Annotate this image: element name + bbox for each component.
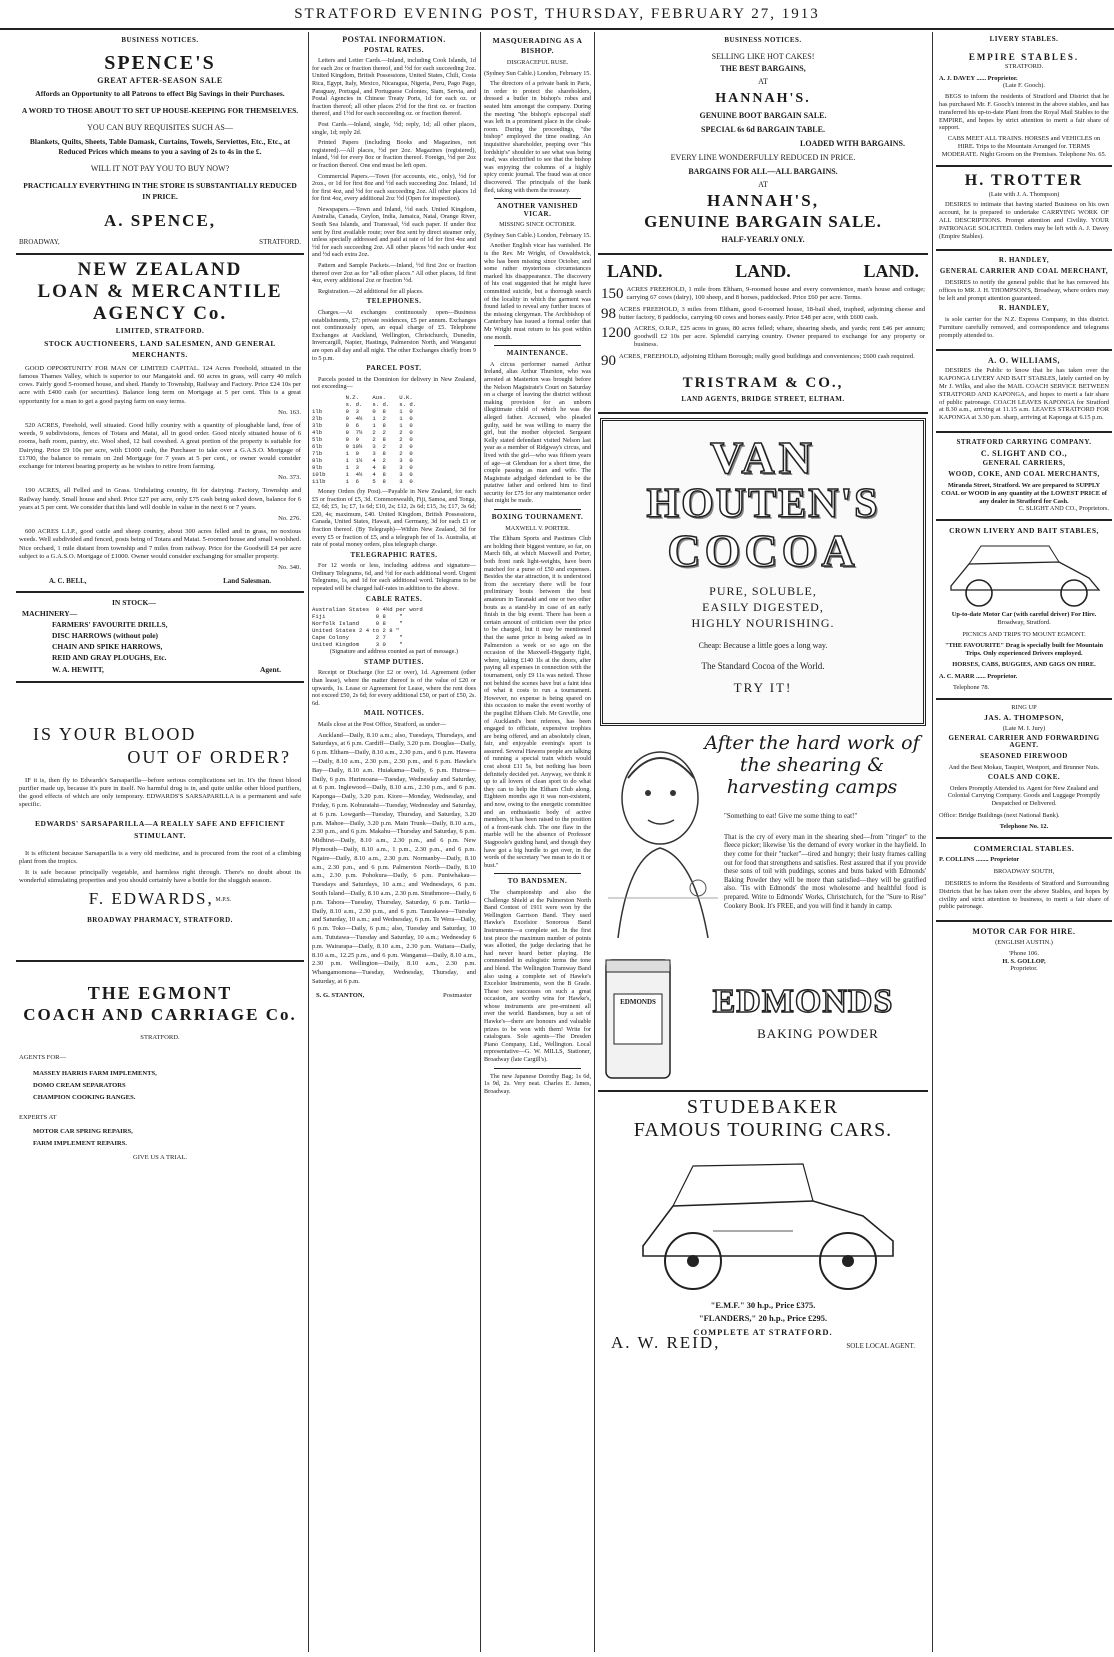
ad-line: 'Phone 106. — [1009, 949, 1039, 957]
ad-subtitle: GENERAL CARRIER AND COAL MERCHANT, — [939, 267, 1109, 276]
column-3 — [484, 34, 591, 1654]
baking-powder-tin-illustration — [602, 954, 674, 1084]
listing-number: No. 163. — [278, 408, 301, 416]
ad-title: R. HANDLEY, — [998, 256, 1050, 265]
ad-line: GENUINE BOOT BARGAIN SALE. — [699, 111, 827, 121]
ad-title: EDMONDS — [712, 982, 894, 1020]
article-subhead: DISGRACEFUL RUSE. — [506, 59, 569, 66]
land-lot-number: 98 — [601, 305, 616, 322]
article-dateline: (Sydney Sun Cable.) London, February 15. — [484, 231, 591, 239]
ad-line: BARGAINS FOR ALL—ALL BARGAINS. — [688, 167, 838, 177]
ad-line: (Late M. I. Jury) — [1002, 724, 1046, 732]
agent-role: Land Salesman. — [223, 577, 271, 586]
postal-text: Charges.—At exchanges continuously open—Business establishments, £7; private residences, £5 per annum. Exchanges not continuously open, an equal charge of £5. Telephone Exchanges at Auckland, Wellington, Christchurch, Dunedin, Invercargill, Napier, Hastings, Palmerston North, and Wanganui are open all day and all night. The other Exchanges chiefly from 9 to 5 p.m. — [312, 309, 476, 362]
postal-text: Commercial Papers.—Town (for accounts, etc., only), ½d for 2ozs., or 1d for first 8oz and ½d each succeeding 2oz. Inland, 1d for first 4oz, and ½d for each succeeding 2oz. All other places 1d for first 4oz, every additional 2oz ½d (Open for inspection). — [312, 172, 476, 203]
ad-body: Orders Promptly Attended to. Agent for New Zealand and Colonial Carrying Company. Goods and Luggage Promptly Despatched or Delivered. — [947, 784, 1101, 808]
land-listing — [601, 286, 925, 302]
ad-body: Miranda Street, Stratford. We are prepared to SUPPLY COAL or WOOD in any quantity at the LOWEST PRICE of any dealer in Stratford for Cash. — [941, 482, 1107, 505]
ad-title: GENUINE BARGAIN SALE. — [644, 212, 882, 232]
ad-line: CHAIN AND SPIKE HARROWS, — [52, 642, 163, 652]
studebaker-ad — [598, 1092, 928, 1356]
postal-text: Printed Papers (including Books and Magazines, not registered).—All places, ½d per 2oz. Magazines (registered), inland, ½d for every 8oz or fraction thereof. Foreign, ½d per 2oz or fraction thereof. One end must be left open. — [312, 139, 476, 169]
ad-line: COMPLETE AT STRATFORD. — [693, 1327, 833, 1338]
article-headline: ANOTHER VANISHED VICAR. — [496, 202, 579, 218]
section-label: BUSINESS NOTICES. — [121, 36, 199, 44]
ad-line: PICNICS AND TRIPS TO MOUNT EGMONT. — [962, 631, 1086, 639]
column-rule — [932, 32, 933, 1652]
ad-title: C. SLIGHT AND CO., — [980, 448, 1068, 458]
ad-title: R. HANDLEY, — [998, 304, 1050, 313]
ad-title: A. O. WILLIAMS, — [987, 355, 1061, 365]
van-houten-ad — [600, 418, 926, 726]
ad-title: After the hard work of the shearing & harvesting camps — [704, 731, 920, 798]
ad-name: H. S. GOLLOP, — [1002, 957, 1046, 965]
ad-line: GIVE US A TRIAL. — [132, 1154, 188, 1162]
ad-subtitle: COALS AND COKE. — [987, 772, 1061, 781]
agent-name: W. A. HEWITT, — [52, 665, 104, 675]
postal-text: Pattern and Sample Packets.—Inland, ½d first 2oz or fraction thereof over 2oz as for "all other places." All other places, 1d first 4oz, every additional 2oz or fraction ½d. — [312, 262, 476, 285]
ad-title: FAMOUS TOURING CARS. — [633, 1118, 893, 1141]
ad-name: TRISTRAM & CO., — [682, 374, 844, 391]
ad-line: Blankets, Quilts, Sheets, Table Damask, Curtains, Towels, Serviettes, Etc., Etc., at Reduced Prices which means to you a saving of 2s to 4s in the £. — [29, 137, 291, 157]
ad-line: HALF-YEARLY ONLY. — [721, 235, 805, 245]
section-heading: POSTAL RATES. — [364, 45, 424, 54]
postal-text: Mails close at the Post Office, Stratford, as under— — [318, 721, 447, 728]
ad-subtitle: STRATFORD. — [1004, 62, 1044, 70]
ad-body: DESIRES to inform the Residents of Stratford and Surrounding Districts that he has taken over the above Stables, and hopes by civility and strict attention to business, to merit a fair share of public patronage. — [939, 879, 1109, 911]
empire-stables-ad — [936, 47, 1112, 167]
land-lot-number: 90 — [601, 352, 616, 369]
ad-line: HORSES, CABS, BUGGIES, AND GIGS ON HIRE. — [952, 660, 1096, 668]
crown-livery-ad — [936, 521, 1112, 700]
listing-text: GOOD OPPORTUNITY FOR MAN OF LIMITED CAPITAL. 124 Acres Freehold, situated in the famous Thames Valley, which is superior to our Mangatoki and. 60 acres in grass, will carry 40 milch cows. Fairly good 5-roomed house, and shed. Handy to Township, Railway and Factory. Price £24 10s per acre with £400 cash (or securities). Balance long term on Mortgage at 5 per cent. This is a great opportunity for a man to get a good paying farm on easy terms. — [19, 364, 301, 405]
ad-body: Office: Bridge Buildings (next National Bank). — [939, 812, 1060, 819]
ad-address: STRATFORD. — [259, 238, 301, 247]
article-body: The new Japanese Dorothy Bag; 1s 6d, 1s 9d, 2s. Very neat. Charles E. James, Broadway. — [484, 1072, 591, 1095]
ad-line: "Something to eat! Give me some thing to eat!" — [724, 811, 858, 820]
postal-text: Newspapers.—Town and Inland, ½d each. United Kingdom, Australia, Canada, Ceylon, India, Jamaica, Natal, Orange River, South Sea Islands, and Transvaal, ½d each paper. If under 8oz sent by first available route; over 8oz sent by direct steamer only, unless specially addressed and paid at rate of 1d for first 4oz and ½d for each succeeding 2oz. All other places ½d each under 4oz and ½d each extra 2oz. — [312, 205, 476, 259]
land-listing — [601, 353, 925, 369]
ad-qualification: M.P.S. — [215, 897, 232, 904]
nz-loan-ad — [16, 255, 304, 594]
ad-title: AGENCY Co. — [92, 302, 228, 324]
ad-body: That is the cry of every man in the shearing shed—from "ringer" to the fleece picker; likewise 'tis the demand of every worker in the hayfield. In they come for their "tucker"—tired and hungry; their lusty frames calling out for food that strengthens and satisfies. Rest assured that if you provide these sons of toil with puddings, scones and buns baked with Edmonds' Baking Powder they will be more than satisfied—they will be gratified also. 'Tis with Edmonds' the most wholesome and healthful food is prepared. Write to Edmonds' Works, Christchurch, for the "Sure to Rise" Cookery Book. It's FREE, and you will find it handy in camp. — [724, 833, 926, 910]
ad-line: MOTOR CAR SPRING REPAIRS, — [33, 1128, 133, 1136]
ad-title: HOUTEN'S — [646, 480, 880, 527]
section-heading: STAMP DUTIES. — [364, 657, 424, 666]
ad-body: DESIRES to intimate that having started Business on his own account, he is prepared to undertake CARRYING WORK OF ALL DESCRIPTIONS. Prompt attention and Civility. YOUR PATRONAGE SOLICITED. Orders may be left with A. J. Davey (Empire Stables). — [939, 201, 1109, 240]
ad-line: TRY IT! — [733, 679, 793, 695]
ad-subtitle: GREAT AFTER-SEASON SALE — [97, 76, 223, 86]
ad-line: REID AND GRAY PLOUGHS, Etc. — [52, 653, 167, 663]
article-headline: BOXING TOURNAMENT. — [491, 513, 584, 522]
land-lot-text: ACRES FREEHOLD, 3 miles from Eltham, good 6-roomed house, 18-bail shed, traphed, adjoining cheese and butter factory, 8 paddocks, carrying 60 cows and horses easily. Price £48 per acre, with £600 cash. — [619, 305, 925, 321]
motor-hire-ad — [936, 922, 1112, 979]
spence-ad — [16, 47, 304, 254]
ad-heading: EDWARDS' SARSAPARILLA—A REALLY SAFE AND EFFICIENT STIMULANT. — [35, 818, 285, 840]
ad-line: MASSEY HARRIS FARM IMPLEMENTS, — [33, 1070, 157, 1078]
ad-name: A. W. REID, — [611, 1333, 721, 1353]
ad-line: SPECIAL 6s 6d BARGAIN TABLE. — [701, 125, 825, 135]
ad-line: Up-to-date Motor Car (with careful driver) For Hire. — [951, 610, 1097, 618]
ad-name: F. EDWARDS, — [88, 889, 214, 909]
ad-body: DESIRES to notify the general public that he has removed his offices to MR. J. H. THOMPSON'S, Broadway, where orders may be left and prompt attention guaranteed. — [939, 278, 1109, 302]
ad-title: H. TROTTER — [964, 171, 1084, 189]
listing-text: 190 ACRES, all Felled and in Grass. Undulating country, fit for dairying. Factory, Township and Railway handy. Small house and shed. Price £27 per acre, only £75 cash being asked down, balance for 6 years at 5 per cent. We consider that this land will double in value in the next 6 or 7 years. — [19, 487, 301, 511]
ad-subtitle: LIMITED, STRATFORD. — [115, 326, 205, 335]
ad-line: THE BEST BARGAINS, — [720, 64, 806, 74]
ad-title: COMMERCIAL STABLES. — [973, 843, 1075, 853]
ad-line: "THE FAVOURITE" Drag is specially built for Mountain Trips. Only experienced Drivers employed. — [944, 642, 1104, 658]
ad-body: IF it is, then fly to Edwards's Sarsaparilla—before serious complications set in. It's the finest blood purifier made up, because it's pure in itself. No harmful drug is in, and quite unlike other blood purifiers, the good effects of which are only temporary. EDWARDS'S SARSAPARILLA is a permanent and safe specific. — [19, 776, 301, 809]
ad-title: VAN — [710, 431, 816, 483]
ad-title: EMPIRE STABLES. — [968, 51, 1080, 62]
ad-address: BROADWAY, — [19, 238, 60, 247]
ad-line: Cheap: Because a little goes a long way. — [698, 640, 828, 650]
article-subhead: MAXWELL V. PORTER. — [505, 524, 570, 532]
ad-title: HANNAH'S. — [715, 91, 811, 107]
article-body: The Eltham Sports and Pastimes Club are holding their biggest venture, so far, on March 6th, at which Maxwell and Porter, both front rank light-weights, have been matched for a purse of £50 and expenses. Besides the star attraction, it is understood from the secretary there will be four preliminary bouts between the best amateurs in Taranaki and one or two other bouts as a stand-by in case of an early finish in the big event. There has been a certain amount of criticism over the price to be charged, but it may be mentioned that the same price is being asked as in Palmerston a week or so ago on the occasion of the Maxwell-Heggarty fight, where, taking £140 1ls at the doors, after paying all expenses in connection with the tournament, only £9 11s was netted. Those not behind the scenes have but a faint idea of what it costs to run a tournament. However, no expense is being spared on this occasion to make the event worthy of the pugilist Eltham Club. Mr Greville, one of Auckland's best referees, has been engaged to officiate, expensive trophies are being offered, and an absolutely clean, fair, and enjoyable evening's sport is assured. Several Hawera people are talking of running a special train which would cost about £11 5s, but nothing has been definitely decided yet. Anyway, we think it up to all lovers of clean sport to do what they can to help the Eltham Club along. Eighteen months ago it was non-existent, and now, owing to the energetic committee and an enthusiastic body of active members, it has been raised to the position of a front-rank club. The one flaw in the marble will be the absence of Professor Stagpoole's guiding hand, and though they have got a big hurdle to get over, in the words of the secretary "we mean to do it or bust." — [484, 535, 591, 869]
column-rule — [594, 32, 595, 1652]
postal-text: Parcels posted in the Dominion for delivery in New Zealand, not exceeding— — [312, 375, 476, 391]
section-label: BUSINESS NOTICES. — [724, 36, 802, 44]
ad-line: HIGHLY NOURISHING. — [691, 615, 835, 630]
postal-text: Money Orders (by Post).—Payable in New Zealand, for each £5 or fraction of £5, 3d. Commonwealth, Fiji, Samoa, and Tonga, £2, 6d; £5, 1s; £7, 1s 6d; £10, 2s; £12, 2s 6d; £15, 3s; £17, 3s 6d; £20, 4s; maximum, £40. United Kingdom, British Possessions, Canada, United States, Hawaii, and Germany, 3d for each £1 or fraction thereof. (By Telegraph)—Within New Zealand, 3d for every £5 or fraction of £5, and a telegraph fee of 1s. Australia, at rate of postal money orders, plus telegraph charge. — [312, 487, 476, 549]
article-headline: TO BANDSMEN. — [507, 877, 568, 886]
land-lot-text: ACRES FREEHOLD, 1 mile from Eltham, 9-roomed house and every convenience, man's house and cottage; carrying 67 cows (dairy), 100 sheep, and 8 horses, paddocked. Price £60 per acre. Terms. — [626, 286, 925, 302]
section-heading: PARCEL POST. — [366, 364, 422, 373]
column-rule — [308, 32, 309, 1652]
tristram-ad — [598, 255, 928, 414]
ad-line: (Late F. Gooch). — [1002, 82, 1046, 90]
land-heading: LAND. — [863, 261, 919, 282]
ad-line: The Standard Cocoa of the World. — [701, 660, 825, 671]
commercial-stables-ad — [936, 839, 1112, 923]
agent-role: Agent. — [259, 665, 281, 675]
ad-title: STUDEBAKER — [686, 1095, 840, 1118]
ad-subtitle: BAKING POWDER — [757, 1025, 879, 1041]
price-line: "E.M.F." 30 h.p., Price £375. — [710, 1300, 816, 1311]
ad-subtitle: (ENGLISH AUSTIN.) — [995, 938, 1053, 946]
land-heading: LAND. — [607, 261, 663, 282]
ad-line: Affords an Opportunity to all Patrons to effect Big Savings in their Purchases. — [35, 89, 285, 99]
land-listing — [601, 325, 925, 350]
ad-title: MOTOR CAR FOR HIRE. — [972, 927, 1076, 937]
column-2 — [312, 34, 476, 1654]
agent-name: A. C. BELL, — [49, 577, 87, 586]
listing-text: 520 ACRES, Freehold, well situated. Good hilly country with a quantity of ploughable land, free of weeds, 9 subdivisions, fences of Totara and Matai, all in good order. Good nicely situated house of 6 rooms, bath room, pantry, etc. Wool shed, 12 bail cowshed. A great portion of the property is suitable for Dairying. Price £9 10s per acre, with £1000 cash, the Purchaser to take over a G.A.S.O. Mortgage of £1700, the balance to remain on 2nd Mortgage for 7 years at 5 per cent., or owner would consider exchange for interest bearing property as he wishes to retire from farming. — [19, 422, 301, 471]
sarsaparilla-ad — [16, 683, 304, 962]
ad-body: It is safe because principally vegetable, and harmless right through. There's no doubt about its wonderful stimulating properties and you should certainly have a bottle for the sluggish season. — [19, 868, 301, 885]
ad-line: Telephone No. 12. — [999, 822, 1049, 830]
ad-title: COACH AND CARRIAGE Co. — [23, 1004, 297, 1024]
section-heading: TELEGRAPHIC RATES. — [350, 550, 438, 559]
postal-text: Registration.—2d additional for all places. — [318, 287, 424, 295]
ad-subtitle: GENERAL CARRIER AND FORWARDING AGENT. — [948, 733, 1100, 750]
ad-line: PRACTICALLY EVERYTHING IN THE STORE IS SUBSTANTIALLY REDUCED IN PRICE. — [23, 181, 297, 202]
listing-text: 600 ACRES L.I.P., good cattle and sheep country, about 300 acres felled and in grass, no noxious weeds. Well subdivided and fenced, posts being of Totara and Matai. 5-roomed house and small woolshed. Nice orchard, 1 mile distant from township and 7 miles from railway. Price for the Goodwill £4 per acre subject to a G.A.S.O. Mortgage of £1000. Owner would consider exchanging for smaller property. — [19, 528, 301, 560]
touring-car-illustration — [613, 1146, 913, 1296]
signature: S. G. STANTON, — [316, 991, 365, 999]
ad-body: is sole carrier for the N.Z. Express Company, in this district. Furniture carefully removed, and correspondence and telegrams promptly attended to. — [939, 316, 1109, 339]
ad-title: THE EGMONT — [87, 982, 233, 1003]
ad-line: RING UP — [1011, 704, 1037, 712]
ad-subtitle: SEASONED FIREWOOD — [980, 752, 1068, 761]
ad-line: AT — [758, 180, 768, 190]
section-label: LIVERY STABLES. — [989, 35, 1059, 43]
ad-role: Proprietor. — [1010, 965, 1038, 973]
article-dateline: (Sydney Sun Cable.) London, February 15. — [484, 69, 591, 77]
ad-title: STRATFORD CARRYING COMPANY. — [956, 437, 1092, 446]
ad-line: PURE, SOLUBLE, — [709, 583, 817, 598]
postal-text: (Signature and address counted as part of message.) — [329, 648, 459, 656]
listing-number: No. 373. — [278, 474, 301, 482]
machinery-ad — [16, 593, 304, 682]
ad-title: OUT OF ORDER? — [127, 746, 291, 767]
egmont-coach-ad — [16, 962, 304, 1169]
listing-number: No. 276. — [278, 515, 301, 523]
article-body: The championship and also the Challenge Shield at the Palmerston North Band Contest of 1911 were won by the Wellington Garrison Band. They used Hawke's Excelsior Sonorous Band Instruments—a complete set. In the first test piece the maximum number of points was allotted, the judge declaring that he had never heard better playing. He commended in eulogistic terms the tone and blend. The Wellington Tramway Band also using a complete set of Hawke's Excelsior Instruments, won the B Grade. These two successes on such a great occasion, are worthy wins for Hawke's, whose instruments are pre-eminent all over the world. Bandsmen, buy a set of Hawke's—there are honours and valuable prizes to be won with them! Write for catalogues. Sole agents—The Dresden Piano Company, Ltd., Wellington. Local representative—G. W. MILLS, Stationer, Broadway (late Cargill's). — [484, 888, 591, 1064]
postal-text: Receipt or Discharge (for £2 or over), 1d. Agreement (other than lease), where the matter thereof is of the value of £20 or upwards, 1s. Lease or Agreement for Lease, where the rent does not exceed £50, 2s 6d; for every additional £50, or part of £50, 2s. 6d. — [312, 669, 476, 707]
ad-line: (Late with J. A. Thompson) — [988, 190, 1060, 198]
ad-subtitle: STOCK AUCTIONEERS, LAND SALESMEN, AND GENERAL MERCHANTS. — [44, 338, 276, 359]
article-body: Another English vicar has vanished. He is the Rev. Mr Wright, of Oswaldwick, who has been missing since October, and some rather mysterious circumstances marked his disappearance. The discovery of his coat suggested that he might have committed suicide, but a thorough search of the locality in which the garment was found failed to reveal any further traces of the missing clergyman. The Archbishop of Canterbury has issued a formal order that Mr Wright must return to his post within one month. — [484, 242, 591, 341]
mail-schedule: Auckland—Daily, 8.10 a.m.; also, Tuesdays, Thursdays, and Saturdays, at 6 p.m. Cardiff—Daily, 3.20 p.m. Douglas—Daily, 6 p.m. Eltham—Daily, 8.10 a.m., 2.30 p.m., and 6 p.m. Hawera—Daily, 8.10 a.m., 2.30 p.m., 2.30 p.m., and 6 p.m. Hawke's Bay—Daily, 8.10 a.m. Huiakama—Daily, 6 p.m. Huiroa—Daily, 6 p.m. Hurimoana—Tuesday, Wednesday and Saturday, at 6 p.m. Inglewood—Daily, 8.10 a.m., 2.30 p.m., and 6 p.m. Kaponga—Daily, 3.20 p.m. Kiore—Monday, Wednesday, and Friday, 6 p.m. Koburatahi—Tuesday, Wednesday and Saturday, at 6 p.m. Lowgarth—Tuesday, Thursday, and Saturday, 3.20 p.m. Mahoe—Daily, 3.20 p.m. Main Trunk—Daily, 8.10 a.m., 2.30 p.m., and 6 p.m. Makahu—Thursday and Saturday, 6 p.m. Midhirst—Daily, 8.10 a.m., 2.30 p.m., and 6 p.m. New Plymouth—Daily, 8.10 a.m., 1 p.m., 2.30 p.m., and 6 p.m. Ngaire—Daily, 8.10 a.m., 2.30 p.m. Normanby—Daily, 8.10 a.m., 2.30 p.m., and 6 p.m. Palmerston North—Daily, 8.10 a.m., 2.30 p.m. Pohokura—Daily, 6 p.m. Puniwhakau—Tuesdays and Saturdays, 10 a.m.; and Wednesdays, 6 p.m. South Island—Daily, 8.10 a.m., 2.30 p.m. Strathmore—Daily, 6 p.m. Tahora—Tuesday, Thursday, Saturday, 6 p.m. Tariki—Daily, 8.10 a.m., 2.30 p.m., and 6 p.m. Taurakawa—Tuesday and Saturday, 10 a.m.; and Wednesday, 6 p.m. Te Wera—Daily, 6 p.m. Toko—Daily, 6 p.m.; also, Tuesday and Saturday, 10 a.m. Tututawa—Tuesday and Saturday, 10 a.m.; Wednesday 6 p.m. Wairarapa—Daily, 8.10 a.m., 2.30 p.m. Waitara—Daily, 8.10 a.m., 12.25 p.m., and 6 p.m. Wanganui—Daily, 8.10 a.m., 2.30 p.m. Wellington—Daily, 8.10 a.m., 2.30 p.m. Whangamomona—Tuesday, Wednesday, Thursday, and Saturday, at 6 p.m. — [312, 731, 476, 985]
postal-text: Letters and Letter Cards.—Inland, including Cook Islands, 1d for each 2oz or fraction thereof, and ½d for each succeeding 2oz. United Kingdom, British Possessions, United States, Chili, Costa Rica, Egypt, Italy, Mexico, Nicaragua, Nigeria, Peru, Pago Pago, Paraguay, Portugal, and Portuguese Colonies, Siam, Servia, and Postal Agencies in Chinese Treaty Ports, 1d for each oz. or fraction thereof; all other places 2½d for the first oz. or fraction thereof, and 1½d for each succeeding oz. or fraction thereof. — [312, 57, 476, 118]
motor-car-illustration — [939, 538, 1107, 608]
ad-subtitle: STRATFORD. — [140, 1033, 180, 1041]
ad-body: CABS MEET ALL TRAINS. HORSES and VEHICLES on HIRE. Trips to the Mountain Arranged for. TERMS MODERATE. Night Groom on the Premises. Telephone No. 65. — [941, 135, 1107, 158]
ad-line: EVERY LINE WONDERFULLY REDUCED IN PRICE. — [670, 153, 856, 163]
ad-proprietor: P. COLLINS ........ Proprietor — [939, 856, 1020, 864]
thompson-ad — [936, 700, 1112, 838]
article-headline: MAINTENANCE. — [506, 349, 569, 358]
cable-table: Australian States 0 4½d per word Fiji 0 8 " Norfolk Island 0 8 " United States 2 4 to 2 8 " Cape Colony 2 7 " United Kingdom 3 0 " — [312, 606, 423, 649]
land-listing — [601, 306, 925, 322]
ad-address: BROADWAY SOUTH, — [993, 868, 1055, 876]
ad-proprietor: A. C. MARR ...... Proprietor. — [939, 672, 1018, 680]
ad-title: JAS. A. THOMPSON, — [984, 713, 1064, 723]
column-5 — [936, 34, 1112, 1654]
ad-subtitle: WOOD, COKE, AND COAL MERCHANTS, — [948, 470, 1100, 479]
ad-line: FARM IMPLEMENT REPAIRS. — [33, 1140, 127, 1148]
article-headline: MASQUERADING AS A BISHOP. — [492, 36, 583, 55]
masthead: STRATFORD EVENING POST, THURSDAY, FEBRUARY 27, 1913 — [0, 0, 1114, 30]
ad-line: WILL IT NOT PAY YOU TO BUY NOW? — [90, 164, 230, 174]
ad-body: And the Best Mokau, Taupiri, Westport, and Brunner Nuts. — [948, 764, 1100, 772]
parcel-table: N.Z. Aus. U.K. s. d. s. d. s. d. 1lb 0 3 0 8 1 0 2lb 0 4½ 1 2 1 0 3lb 0 6 1 8 1 0 4lb 0 7½ 2 2 2 0 5lb 0 9 2 8 2 0 6lb 0 10½ 3 2 2 0 7lb 1 0 3 8 2 0 8lb 1 1½ 4 2 3 0 9lb 1 3 4 8 3 0 10lb 1 4½ 4 8 3 0 11lb 1 6 5 8 3 0 — [312, 393, 417, 485]
ad-title: LOAN & MERCANTILE — [37, 280, 283, 302]
ad-address: BROADWAY PHARMACY, STRATFORD. — [87, 915, 233, 924]
signature-role: Postmaster — [443, 991, 472, 999]
article-subhead: MISSING SINCE OCTOBER. — [499, 221, 576, 229]
ad-name: A. SPENCE, — [103, 211, 217, 231]
postal-text: For 12 words or less, including address and signature— Ordinary Telegrams, 6d, and ½d for each additional word. Urgent Telegrams, 1s, and 1d for each additional word. Telegrams to be repeated will be charged half-rates in addition to the above. — [312, 562, 476, 593]
ad-line: DISC HARROWS (without pole) — [52, 631, 159, 641]
ad-line: EASILY DIGESTED, — [702, 599, 824, 614]
trotter-ad — [936, 167, 1112, 252]
ad-line: AT — [758, 77, 768, 87]
column-1 — [16, 34, 304, 1654]
ad-signature: C. SLIGHT AND CO., Proprietors. — [1018, 505, 1109, 513]
ad-proprietor: A. J. DAVEY ...... Proprietor. — [939, 74, 1018, 82]
ad-line: FARMERS' FAVOURITE DRILLS, — [52, 620, 168, 630]
ad-line: SELLING LIKE HOT CAKES! — [711, 52, 815, 62]
listing-number: No. 340. — [278, 564, 301, 572]
price-line: "FLANDERS," 20 h.p., Price £295. — [698, 1313, 828, 1324]
ad-title: COCOA — [667, 524, 859, 576]
handley-ad — [936, 251, 1112, 350]
ad-line: Telephone 78. — [953, 684, 990, 692]
postal-text: Post Cards.—Inland, single, ½d; reply, 1d; all other places, single, 1d; reply 2d. — [312, 120, 476, 136]
ad-title: HANNAH'S, — [707, 191, 819, 211]
tin-label: EDMONDS — [620, 997, 656, 1006]
ad-title: CROWN LIVERY AND BAIT STABLES, — [949, 526, 1099, 536]
ad-body: It is efficient because Sarsaparilla is a very old medicine, and is procured from the root of a climbing plant from the tropics. — [19, 849, 301, 865]
section-heading: TELEPHONES. — [366, 297, 422, 306]
column-4 — [598, 34, 928, 1654]
hannahs-ad — [598, 47, 928, 255]
ad-line: CHAMPION COOKING RANGES. — [33, 1094, 136, 1102]
ad-address: LAND AGENTS, BRIDGE STREET, ELTHAM. — [681, 394, 845, 403]
ad-line: YOU CAN BUY REQUISITES SUCH AS— — [87, 123, 233, 133]
column-rule — [480, 32, 481, 1652]
williams-ad — [936, 351, 1112, 433]
land-lot-text: ACRES, O.R.P., £25 acres in grass, 80 acres felled; whare, shearing sheds, and yards; rent £46 per annum; goodwill £2 10s per acre. Splendid carrying country. Owner prepared to exchange for any property or business. — [634, 325, 925, 349]
slight-ad — [936, 433, 1112, 521]
ad-body: BEGS to inform the residents of Stratford and District that he has purchased Mr. F. Gooch's interest in the above stables, and has transferred his up-to-date Plant from the Royal Mail Stables to the EMPIRE, and hopes by strict attention to merit a fair share of support. — [939, 93, 1109, 132]
ad-line: Broadway, Stratford. — [997, 618, 1051, 626]
ad-line: DOMO CREAM SEPARATORS — [33, 1082, 126, 1090]
ad-title: SPENCE'S — [104, 52, 216, 75]
section-heading: CABLE RATES. — [365, 594, 423, 603]
edmonds-ad — [598, 732, 928, 1092]
ad-body: DESIRES the Public to know that he has taken over the KAPONGA LIVERY AND BAIT STABLES, lately carried on by Mr J. Wilks, and also the MAIL COACH SERVICE BETWEEN STRATFORD AND KAPONGA, and hopes to merit a fair share of public patronage. COACH LEAVES KAPONGA for Stratford at 8.30 a.m., arriving at 11.15 a.m. LEAVES STRATFORD FOR KAPONGA at 3.30 p.m. sharp, arriving at Kaponga at 6.15 p.m. — [939, 367, 1109, 422]
ad-line: IN STOCK— — [112, 598, 156, 608]
ad-subtitle: GENERAL CARRIERS, — [982, 459, 1066, 468]
article-body: A circus performer named Arthur Ireland, alias Arthur Thurston, who was arrested at Masterton was brought before the Nelson Magistrate's Court on Saturday on a charge of leaving the district without making provision for an unborn illegitimate child of which he was the alleged father. Accused, who pleaded guilty, said he was willing to marry the girl, but the mother objected. Sergeant Kelly stated defendant visited Nelson last year as a member of Ridgway's circus, and lived with the girl—who was fifteen years of age—at Glenduan for a short time, the couple passing as man and wife. The Magistrate adjudged defendant to be the putative father and ordered him to find security for £75 for any maintenance order that might be made. — [484, 360, 591, 505]
ad-title: IS YOUR BLOOD — [33, 723, 197, 744]
land-lot-number: 1200 — [601, 325, 631, 342]
section-heading: MAIL NOTICES. — [363, 709, 425, 718]
section-title: POSTAL INFORMATION. — [342, 35, 446, 44]
ad-role: SOLE LOCAL AGENT. — [846, 1342, 915, 1351]
land-lot-number: 150 — [601, 286, 624, 303]
ad-title: NEW ZEALAND — [77, 258, 243, 280]
ad-line: AGENTS FOR— — [19, 1053, 67, 1061]
article-body: The directors of a private bank in Paris, in order to protect the shareholders, dressed a butler in bishop's robes and seated him amongst the company. During the meeting "the bishop's episcopal staff was left in a prominent place in the cloak-room. During the proceedings, "the bishop" employed the time reading. An inquisitive shareholder, peeping over "his lordship's" shoulder to see what was being read, was electrified to see that the bishop was enjoying the columns of a highly spicy comic journal. The fraud was at once discovered. The principals of the bank fled, taking with them the treasury. — [484, 80, 591, 194]
land-heading: LAND. — [735, 261, 791, 282]
land-lot-text: ACRES, FREEHOLD, adjoining Eltham Borough; really good buildings and conveniences; £600 cash required. — [619, 352, 915, 360]
ad-line: LOADED WITH BARGAINS. — [800, 139, 905, 149]
ad-line: MACHINERY— — [22, 609, 78, 619]
ad-line: EXPERTS AT — [19, 1114, 57, 1122]
ad-line: A WORD TO THOSE ABOUT TO SET UP HOUSE-KEEPING FOR THEMSELVES. — [21, 106, 299, 116]
